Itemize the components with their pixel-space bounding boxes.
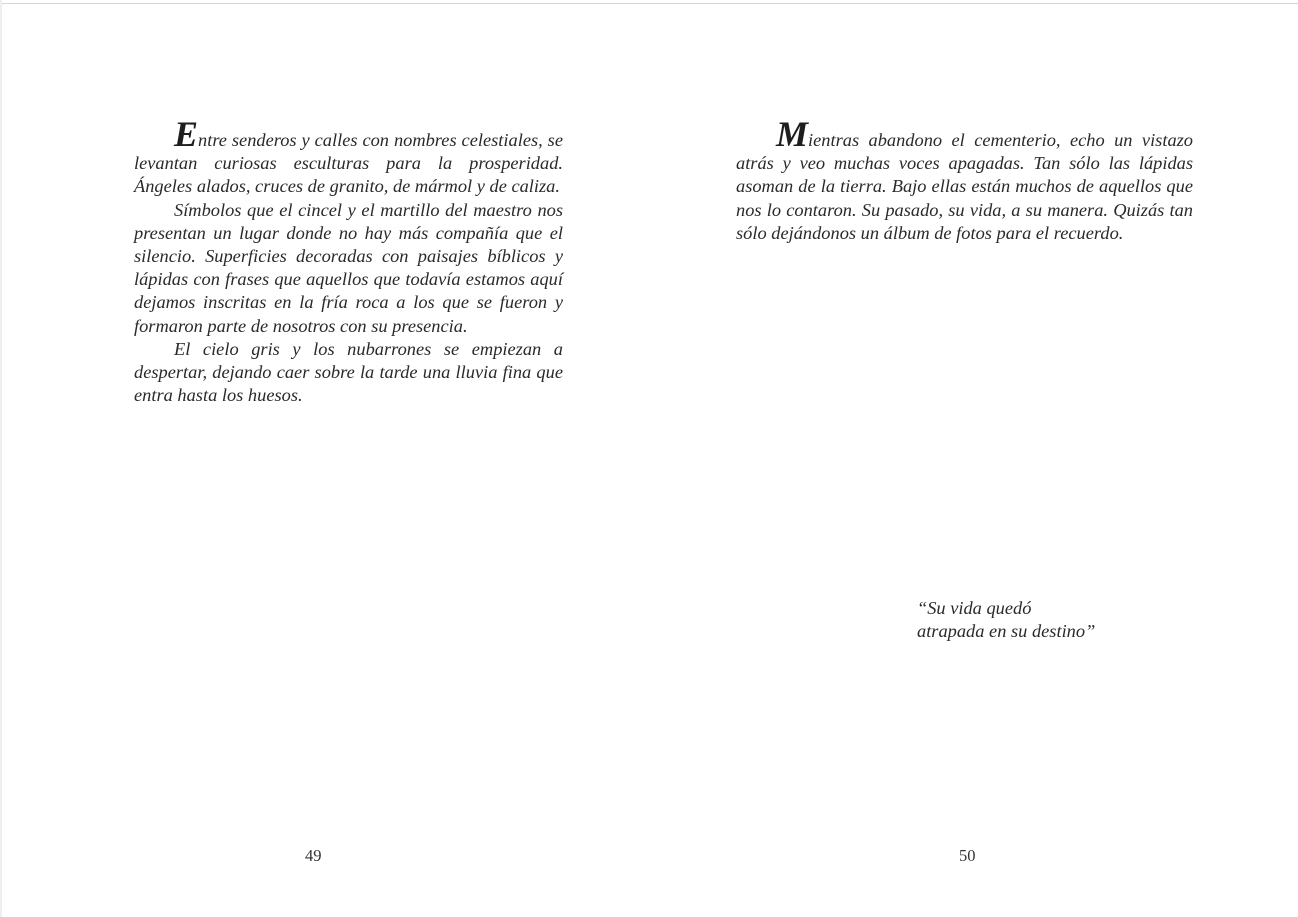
- right-dropcap: M: [776, 114, 809, 154]
- right-paragraph-1: [736, 114, 1193, 245]
- right-page: [649, 0, 1298, 917]
- epigraph-quote: [917, 597, 1237, 643]
- left-paragraph-2: Símbolos que el cincel y el martillo del maestro nos presentan un lugar donde no hay más compañía que el silencio. Superficies decoradas con paisajes bíblicos y lápidas con frases que aquellos que todavía estamos aquí dejamos inscritas en la fría roca a los que se fueron y formaron parte de nosotros con su presencia.: [134, 199, 563, 336]
- right-page-text: [736, 114, 1193, 245]
- left-paragraph-1-text: ntre senderos y calles con nombres celestiales, se levantan curiosas esculturas para la prosperidad. Ángeles alados, cruces de granito, de mármol y de caliza.: [134, 130, 563, 197]
- right-paragraph-1-text: ientras abandono el cementerio, echo un vistazo atrás y veo muchas voces apagadas. Tan sólo las lápidas asoman de la tierra. Bajo ellas están muchos de aquellos que nos lo contaron. Su pasado, su vida, a su manera. Quizás tan sólo dejándonos un álbum de fotos para el recuerdo.: [736, 130, 1193, 243]
- quote-line-2: atrapada en su destino”: [917, 621, 1096, 642]
- right-page-number: 50: [959, 846, 976, 865]
- quote-line-1: “Su vida quedó: [917, 598, 1032, 618]
- left-dropcap: E: [174, 114, 199, 154]
- left-page-number: 49: [305, 846, 322, 865]
- left-paragraph-3: El cielo gris y los nubarrones se empiezan a despertar, dejando caer sobre la tarde una lluvia fina que entra hasta los huesos.: [134, 338, 563, 406]
- left-page-text: [134, 114, 563, 407]
- left-paragraph-1: [134, 114, 563, 199]
